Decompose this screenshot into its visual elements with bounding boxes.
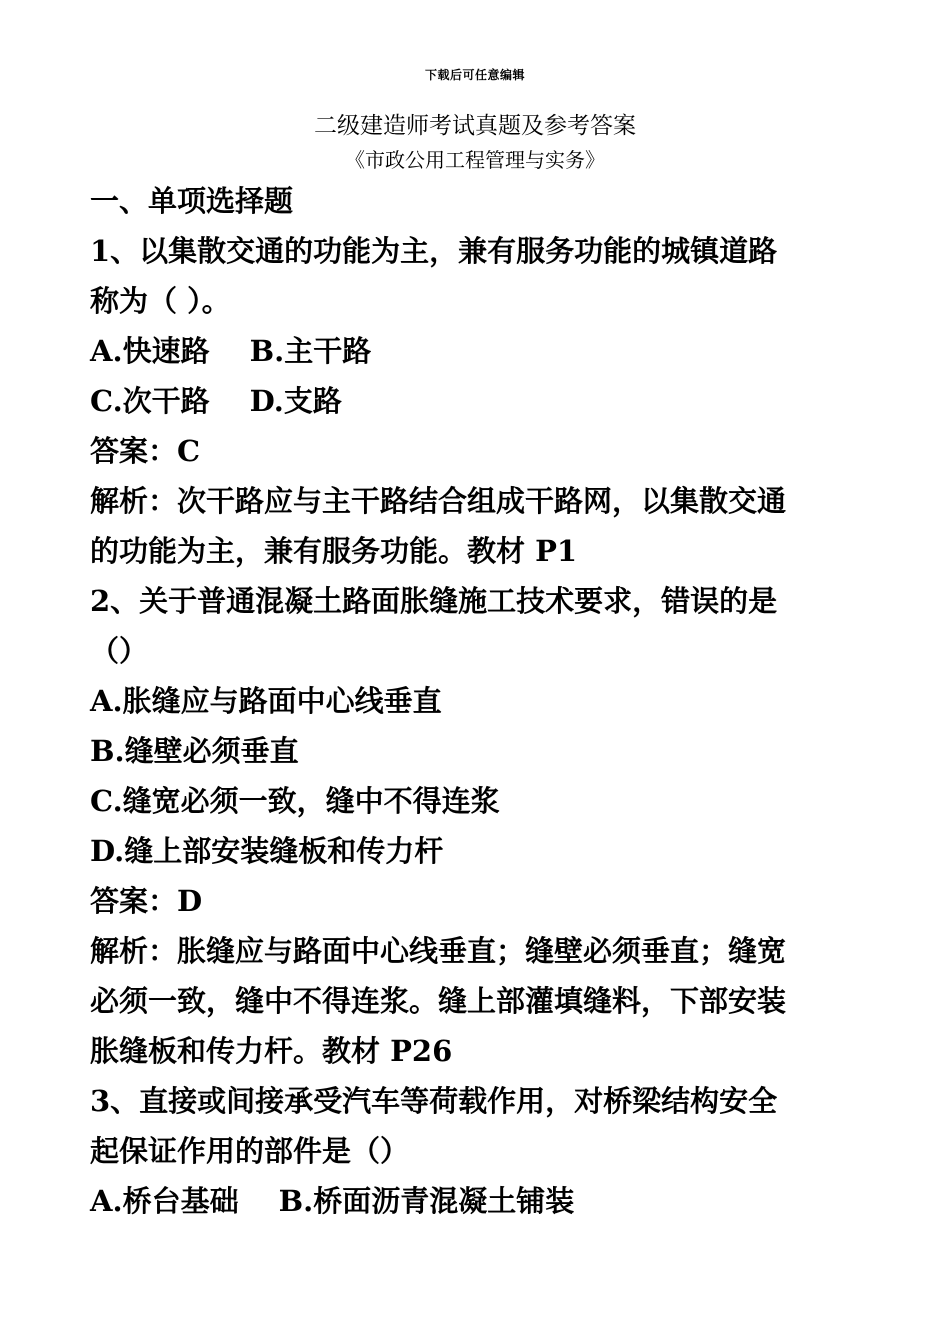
option-d: D.支路 [249,384,342,418]
question-2-analysis-line-1: 解析：胀缝应与路面中心线垂直；缝壁必须垂直；缝宽 [90,934,787,968]
question-2-analysis-line-2: 必须一致，缝中不得连浆。缝上部灌填缝料，下部安装 [90,984,787,1018]
question-2-answer: 答案：D [90,884,203,918]
question-3-stem-line-2: 起保证作用的部件是（） [90,1134,410,1168]
question-2-stem-line-2: （） [90,634,149,668]
question-2-option-d: D.缝上部安装缝板和传力杆 [90,834,444,868]
option-b: B.桥面沥青混凝土铺装 [278,1184,575,1218]
question-1-options-row-1 [90,326,865,376]
question-3-options-row-1 [90,1176,865,1226]
option-c: C.次干路 [90,384,210,418]
document-title: 二级建造师考试真题及参考答案 [314,113,636,139]
question-1-analysis-line-1: 解析：次干路应与主干路结合组成干路网，以集散交通 [90,484,787,518]
document-body [90,176,865,1226]
question-2-option-c: C.缝宽必须一致，缝中不得连浆 [90,784,500,818]
section-heading: 一、单项选择题 [90,184,294,218]
question-2-option-b: B.缝壁必须垂直 [90,734,299,768]
option-a: A.快速路 [90,334,210,368]
question-1-options-row-2 [90,376,865,426]
question-1-analysis-line-2: 的功能为主，兼有服务功能。教材 P1 [90,534,578,568]
question-2-analysis-line-3: 胀缝板和传力杆。教材 P26 [90,1034,453,1068]
option-a: A.桥台基础 [90,1184,239,1218]
header-note: 下载后可任意编辑 [424,68,525,82]
question-1-answer: 答案：C [90,434,201,468]
document-subtitle: 《市政公用工程管理与实务》 [345,148,605,172]
question-3-stem-line-1: 3、直接或间接承受汽车等荷载作用，对桥梁结构安全 [90,1084,778,1118]
question-2-stem-line-1: 2、关于普通混凝土路面胀缝施工技术要求，错误的是 [90,584,778,618]
question-1-stem-line-2: 称为（ ）。 [90,284,231,318]
option-b: B.主干路 [249,334,372,368]
question-1-stem-line-1: 1、以集散交通的功能为主，兼有服务功能的城镇道路 [90,234,778,268]
question-2-option-a: A.胀缝应与路面中心线垂直 [90,684,442,718]
